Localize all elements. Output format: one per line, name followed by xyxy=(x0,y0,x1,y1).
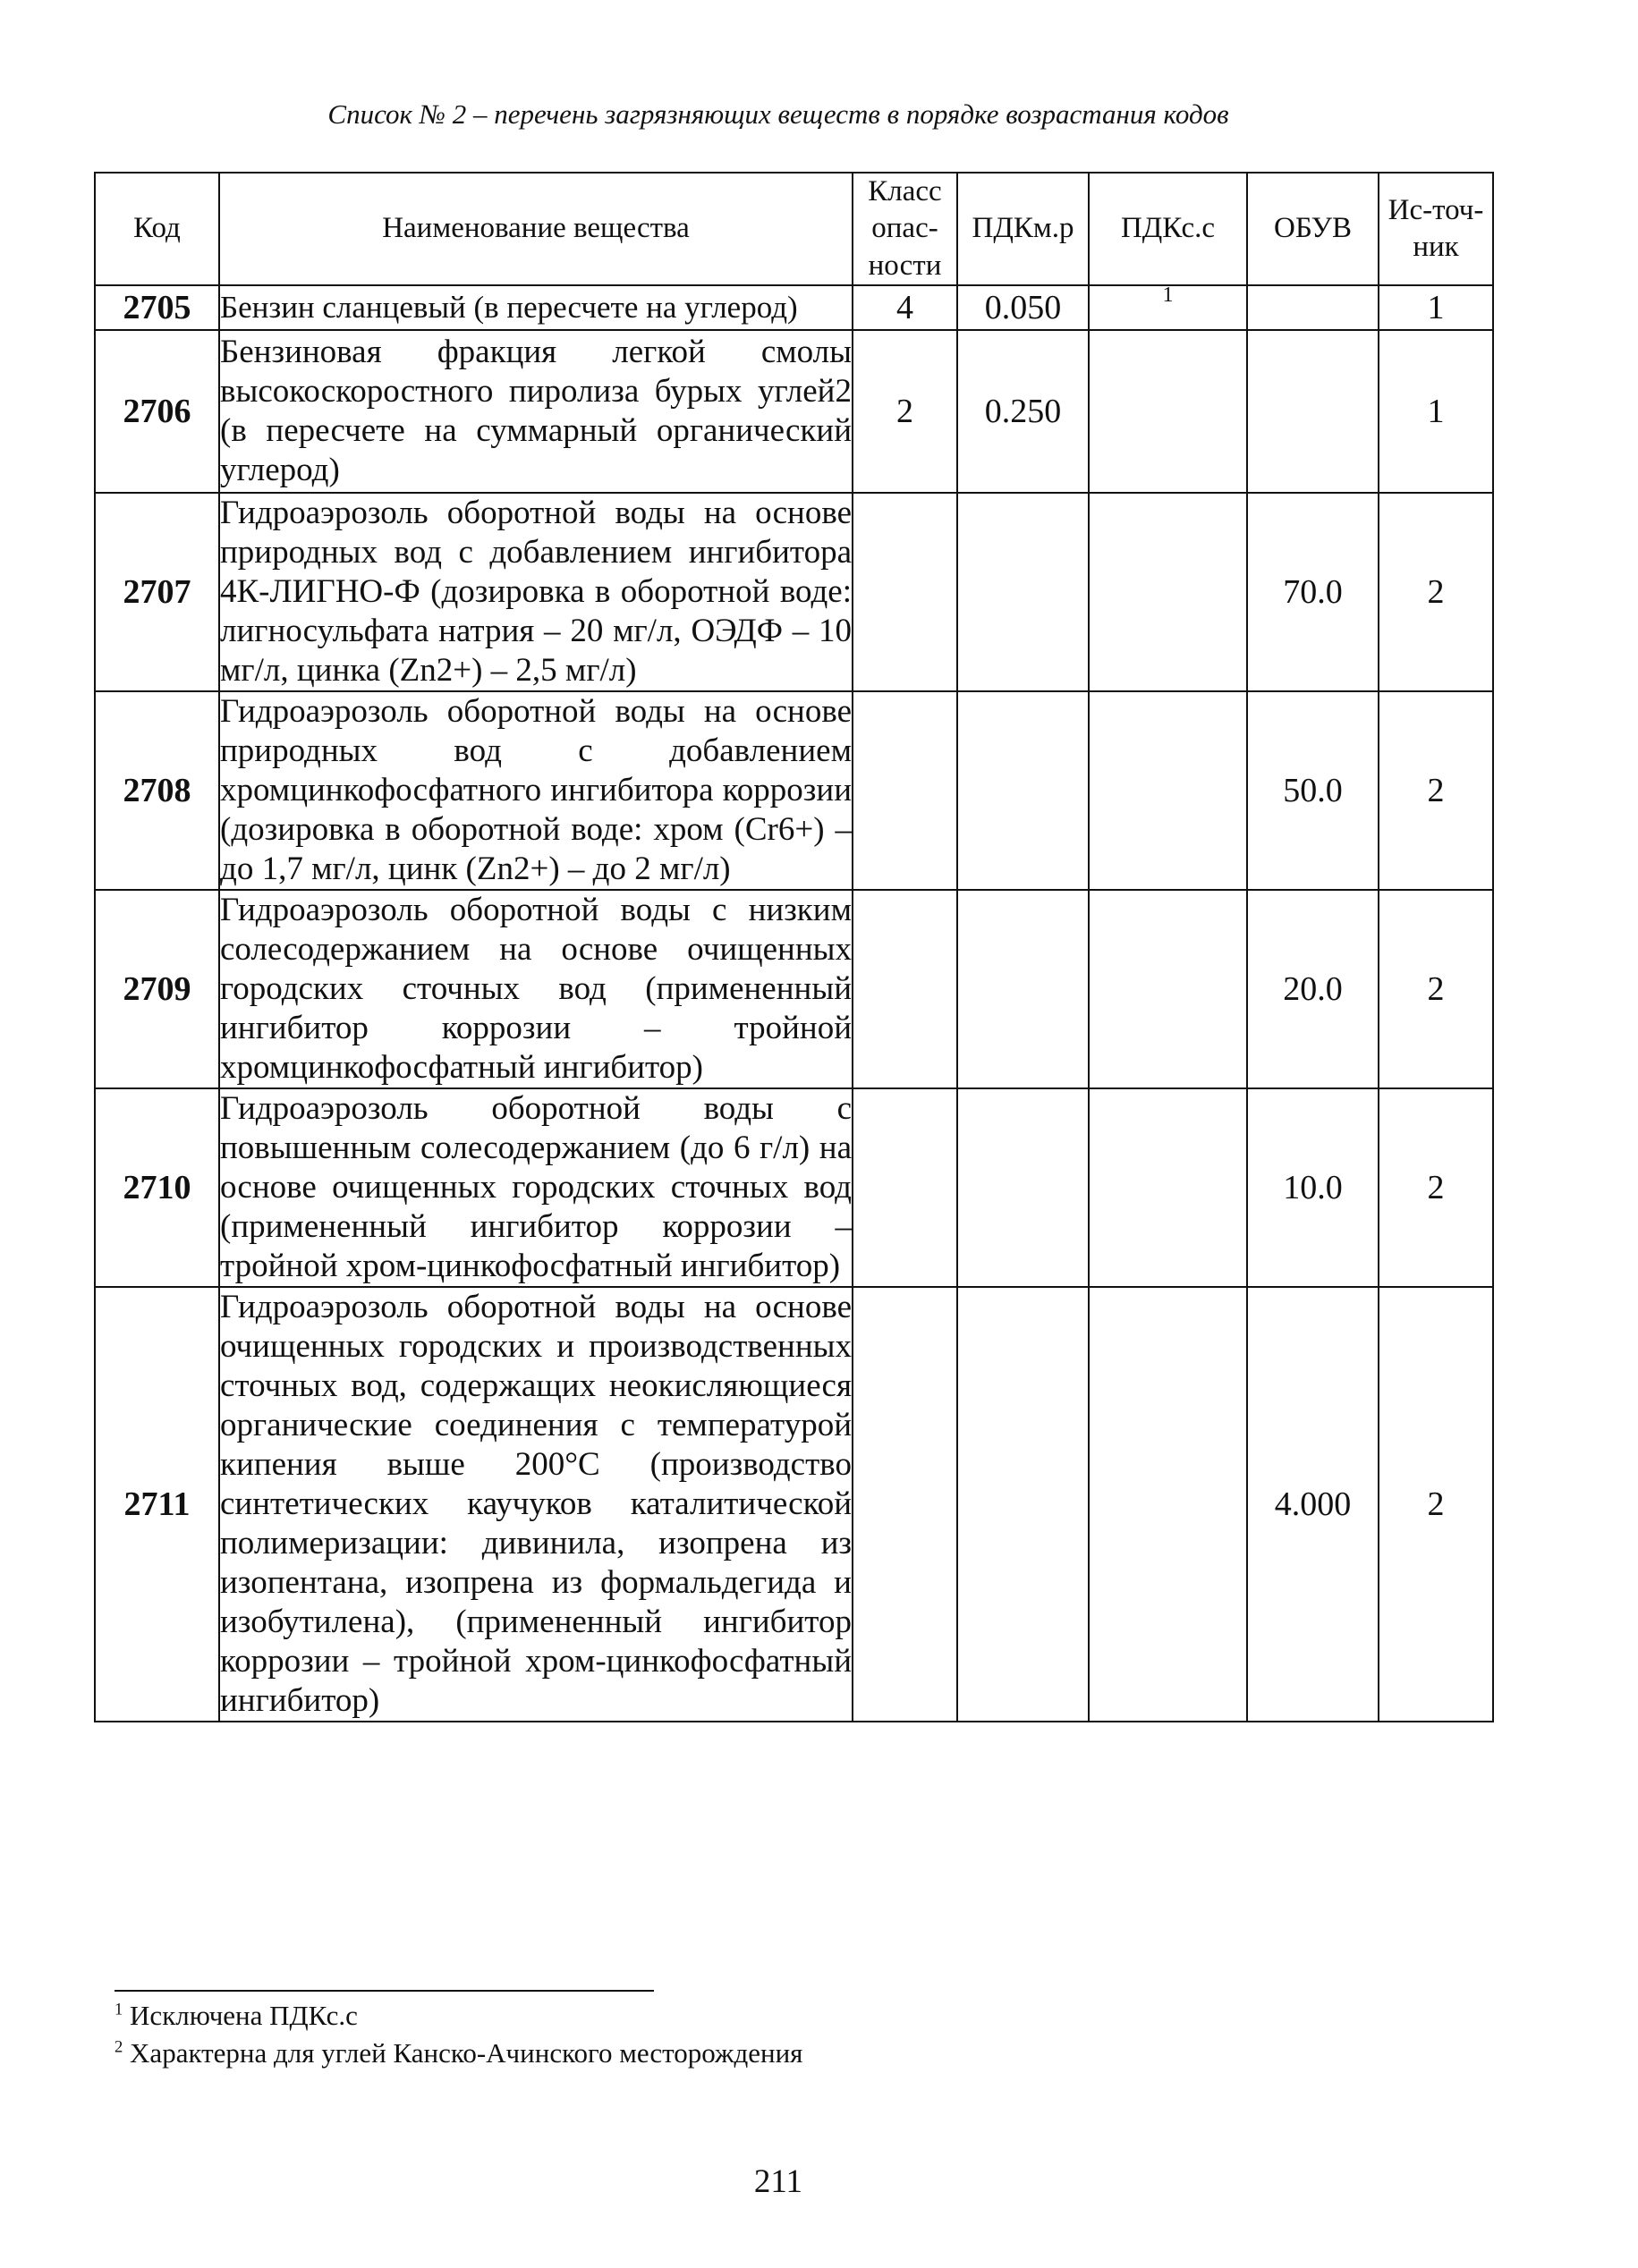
row-obuv: 10.0 xyxy=(1247,1088,1379,1287)
table-row xyxy=(95,1088,1493,1287)
row-pdk-mr xyxy=(957,1287,1089,1722)
row-source: 2 xyxy=(1379,1287,1493,1722)
table-row xyxy=(95,285,1493,330)
row-pdk-ss xyxy=(1089,890,1247,1088)
row-pdk-mr: 0.250 xyxy=(957,330,1089,493)
row-hazard-class xyxy=(853,1287,957,1722)
row-hazard-class: 4 xyxy=(853,285,957,330)
col-header-name: Наименование вещества xyxy=(219,173,853,285)
row-obuv xyxy=(1247,330,1379,493)
row-code: 2706 xyxy=(95,330,219,493)
footnote-2-mark: 2 xyxy=(115,2037,123,2057)
row-pdk-mr xyxy=(957,890,1089,1088)
row-hazard-class: 2 xyxy=(853,330,957,493)
page-number: 211 xyxy=(753,2163,803,2200)
row-obuv: 50.0 xyxy=(1247,691,1379,890)
row-code: 2708 xyxy=(95,691,219,890)
row-pdk-ss: 1 xyxy=(1089,285,1247,330)
row-obuv: 70.0 xyxy=(1247,493,1379,691)
row-substance-name: Гидроаэрозоль оборотной воды на основе природных вод с добавлением хромцинкофосфатного ингибитора коррозии (дозировка в оборотной воде: хром (Cr6+) – до 1,7 мг/л, цинк (Zn2+) – до 2 мг/л) xyxy=(219,691,853,890)
footnote-1-text: Исключена ПДКс.с xyxy=(130,2000,358,2031)
row-hazard-class xyxy=(853,1088,957,1287)
col-header-pdk-ss: ПДКс.с xyxy=(1089,173,1247,285)
col-header-obuv: ОБУВ xyxy=(1247,173,1379,285)
row-pdk-ss xyxy=(1089,493,1247,691)
col-header-source: Ис-точ-ник xyxy=(1379,173,1493,285)
row-hazard-class xyxy=(853,890,957,1088)
table-row xyxy=(95,330,1493,493)
row-substance-name: Бензин сланцевый (в пересчете на углерод) xyxy=(219,285,853,330)
row-hazard-class xyxy=(853,691,957,890)
table-header-row xyxy=(95,173,1493,285)
row-source: 2 xyxy=(1379,890,1493,1088)
col-header-hazard-class: Класс опас-ности xyxy=(853,173,957,285)
row-code: 2711 xyxy=(95,1287,219,1722)
row-source: 2 xyxy=(1379,1088,1493,1287)
table-row xyxy=(95,1287,1493,1722)
footnote-1 xyxy=(115,2000,358,2032)
footnote-2-text: Характерна для углей Канско-Ачинского месторождения xyxy=(130,2037,803,2069)
row-code: 2705 xyxy=(95,285,219,330)
row-pdk-mr xyxy=(957,691,1089,890)
row-code: 2710 xyxy=(95,1088,219,1287)
row-hazard-class xyxy=(853,493,957,691)
footnote-2 xyxy=(115,2037,802,2069)
row-pdk-ss xyxy=(1089,330,1247,493)
table-row xyxy=(95,493,1493,691)
row-code: 2709 xyxy=(95,890,219,1088)
row-substance-name: Гидроаэрозоль оборотной воды с повышенным солесодержанием (до 6 г/л) на основе очищенных городских сточных вод (примененный ингибитор коррозии – тройной хром-цинкофосфатный ингибитор) xyxy=(219,1088,853,1287)
row-code: 2707 xyxy=(95,493,219,691)
row-source: 1 xyxy=(1379,285,1493,330)
table-row xyxy=(95,691,1493,890)
row-pdk-mr xyxy=(957,1088,1089,1287)
col-header-code: Код xyxy=(95,173,219,285)
row-substance-name: Бензиновая фракция легкой смолы высокоскоростного пиролиза бурых углей2 (в пересчете на суммарный органический углерод) xyxy=(219,330,853,493)
row-substance-name: Гидроаэрозоль оборотной воды на основе очищенных городских и производственных сточных вод, содержащих неокисляющиеся органические соединения с температурой кипения выше 200°С (производство синтетических каучуков каталитической полимеризации: дивинила, изопрена из изопентана, изопрена из формальдегида и изобутилена), (примененный ингибитор коррозии – тройной хром-цинкофосфатный ингибитор) xyxy=(219,1287,853,1722)
page-title: Список № 2 – перечень загрязняющих веществ в порядке возрастания кодов xyxy=(327,98,1229,130)
row-source: 2 xyxy=(1379,493,1493,691)
table-row xyxy=(95,890,1493,1088)
row-substance-name: Гидроаэрозоль оборотной воды с низким солесодержанием на основе очищенных городских сточных вод (примененный ингибитор коррозии – тройной хромцинкофосфатный ингибитор) xyxy=(219,890,853,1088)
row-source: 1 xyxy=(1379,330,1493,493)
row-substance-name: Гидроаэрозоль оборотной воды на основе природных вод с добавлением ингибитора 4К-ЛИГНО-Ф (дозировка в оборотной воде: лигносульфата натрия – 20 мг/л, ОЭДФ – 10 мг/л, цинка (Zn2+) – 2,5 мг/л) xyxy=(219,493,853,691)
row-obuv: 20.0 xyxy=(1247,890,1379,1088)
row-obuv: 4.000 xyxy=(1247,1287,1379,1722)
row-pdk-ss xyxy=(1089,691,1247,890)
row-source: 2 xyxy=(1379,691,1493,890)
footnote-separator xyxy=(115,1990,654,1992)
row-pdk-ss xyxy=(1089,1287,1247,1722)
row-pdk-mr: 0.050 xyxy=(957,285,1089,330)
row-obuv xyxy=(1247,285,1379,330)
footnote-1-mark: 1 xyxy=(115,2000,123,2019)
row-pdk-mr xyxy=(957,493,1089,691)
substances-table xyxy=(94,172,1494,1722)
col-header-pdk-mr: ПДКм.р xyxy=(957,173,1089,285)
row-pdk-ss xyxy=(1089,1088,1247,1287)
